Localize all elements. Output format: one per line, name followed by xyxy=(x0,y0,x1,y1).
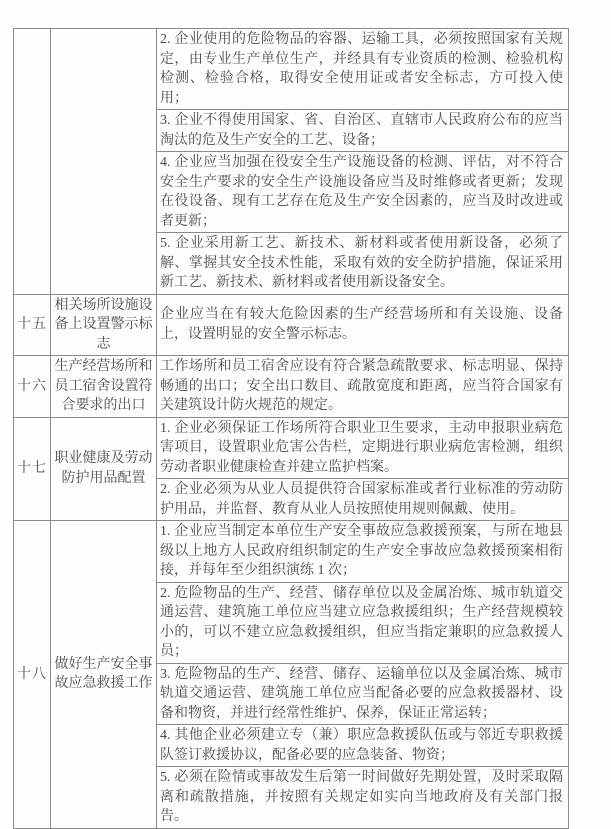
section-number-cell: 十五 xyxy=(14,294,51,356)
requirement-item-cell: 工作场所和员工宿舍应设有符合紧急疏散要求、标志明显、保持畅通的出口；安全出口数目、疏散宽度和距离，应当符合国家有关建筑设计防火规范的规定。 xyxy=(157,356,569,418)
section-number-cell xyxy=(14,29,51,295)
requirement-item-cell: 4. 企业应当加强在役安全生产设施设备的检测、评估，对不符合安全生产要求的安全生产设施设备应当及时维修或者更新；发现在役设备、现有工艺存在危及生产安全因素的，应当及时改进或者更新； xyxy=(157,152,569,233)
section-number-cell: 十六 xyxy=(14,356,51,418)
requirement-item-cell: 5. 企业采用新工艺、新技术、新材料或者使用新设备，必须了解、掌握其安全技术性能，采取有效的安全防护措施，保证采用新工艺、新技术、新材料或者使用新设备安全。 xyxy=(157,233,569,295)
requirement-item-cell: 2. 危险物品的生产、经营、储存单位以及金属冶炼、城市轨道交通运营、建筑施工单位应当建立应急救援组织；生产经营规模较小的，可以不建立应急救援组织，但应当指定兼职的应急救援人员； xyxy=(157,582,569,663)
section-category-cell: 做好生产安全事故应急救援工作 xyxy=(51,521,157,829)
requirement-item-cell: 企业应当在有较大危险因素的生产经营场所和有关设施、设备上，设置明显的安全警示标志。 xyxy=(157,294,569,356)
section-number-cell: 十七 xyxy=(14,417,51,521)
requirement-item-cell: 5. 必须在险情或事故发生后第一时间做好先期处置，及时采取隔离和疏散措施，并按照有关规定如实向当地政府及有关部门报告。 xyxy=(157,767,569,829)
requirement-item-cell: 2. 企业使用的危险物品的容器、运输工具，必须按照国家有关规定，由专业生产单位生产，并经具有专业资质的检测、检验机构检测、检验合格，取得安全使用证或者安全标志，方可投入使用； xyxy=(157,29,569,110)
requirement-item-cell: 2. 企业必须为从业人员提供符合国家标准或者行业标准的劳动防护用品，并监督、教育从业人员按照使用规则佩戴、使用。 xyxy=(157,479,569,521)
requirement-item-cell: 3. 企业不得使用国家、省、自治区、直辖市人民政府公布的应当淘汰的危及生产安全的工艺、设备； xyxy=(157,110,569,152)
section-category-cell: 职业健康及劳动防护用品配置 xyxy=(51,417,157,521)
requirement-item-cell: 4. 其他企业必须建立专（兼）职应急救援队伍或与邻近专职救援队签订救援协议，配备必要的应急装备、物资； xyxy=(157,725,569,767)
section-category-cell: 相关场所设施设备上设置警示标志 xyxy=(51,294,157,356)
requirement-item-cell: 1. 企业必须保证工作场所符合职业卫生要求，主动申报职业病危害项目，设置职业危害公告栏，定期进行职业病危害检测，组织劳动者职业健康检查并建立监护档案。 xyxy=(157,417,569,479)
section-category-cell xyxy=(51,29,157,295)
requirement-item-cell: 3. 危险物品的生产、经营、储存、运输单位以及金属冶炼、城市轨道交通运营、建筑施工单位应当配备必要的应急救援器材、设备和物资，并进行经常性维护、保养，保证正常运转； xyxy=(157,663,569,725)
section-category-cell: 生产经营场所和员工宿舍设置符合要求的出口 xyxy=(51,356,157,418)
requirement-item-cell: 1. 企业应当制定本单位生产安全事故应急救援预案，与所在地县级以上地方人民政府组织制定的生产安全事故应急救援预案相衔接，并每年至少组织演练 1 次； xyxy=(157,521,569,583)
safety-inspection-table xyxy=(13,28,569,829)
section-number-cell: 十八 xyxy=(14,521,51,829)
